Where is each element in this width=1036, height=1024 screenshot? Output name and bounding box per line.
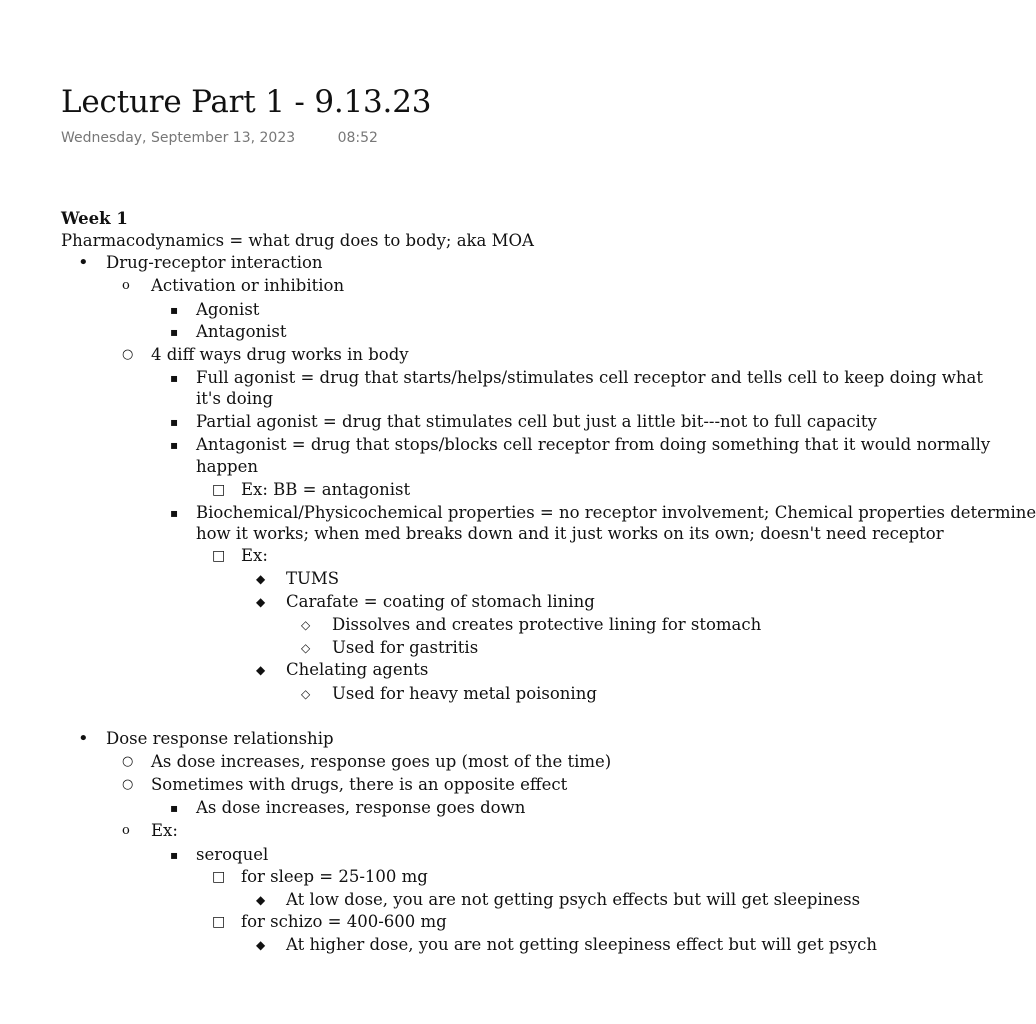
square-bullet-icon: ▪ xyxy=(170,438,179,452)
dot-bullet-icon: • xyxy=(78,728,89,749)
square-bullet-icon: ▪ xyxy=(170,506,179,520)
note-line: Ex: xyxy=(241,546,268,565)
hollow-diamond-bullet-icon: ◇ xyxy=(301,618,311,632)
note-line: Dose response relationship xyxy=(106,729,334,748)
note-line: happen xyxy=(196,457,258,476)
page-time: 08:52 xyxy=(337,130,378,146)
note-line: for schizo = 400-600 mg xyxy=(241,912,447,931)
section-heading: Week 1 xyxy=(61,209,128,228)
note-line: Sometimes with drugs, there is an opposite effect xyxy=(151,775,568,794)
diamond-bullet-icon: ◆ xyxy=(256,663,266,677)
note-line: for sleep = 25-100 mg xyxy=(241,867,428,886)
note-line: it's doing xyxy=(196,389,274,408)
note-line: Antagonist xyxy=(196,322,287,341)
square-bullet-icon: ▪ xyxy=(170,848,179,862)
note-line: 4 diff ways drug works in body xyxy=(151,345,409,364)
diamond-bullet-icon: ◆ xyxy=(256,595,266,609)
hollow-square-bullet-icon: □ xyxy=(212,482,226,498)
square-bullet-icon: ▪ xyxy=(170,801,179,815)
note-line: Biochemical/Physicochemical properties = no receptor involvement; Chemical properties determine xyxy=(196,503,1036,522)
note-line: Drug-receptor interaction xyxy=(106,253,323,272)
diamond-bullet-icon: ◆ xyxy=(256,893,266,907)
hollow-diamond-bullet-icon: ◇ xyxy=(301,641,311,655)
note-line: how it works; when med breaks down and it just works on its own; doesn't need receptor xyxy=(196,524,944,543)
page-title: Lecture Part 1 - 9.13.23 xyxy=(61,84,432,120)
note-line: Pharmacodynamics = what drug does to body; aka MOA xyxy=(61,231,534,250)
note-line: As dose increases, response goes down xyxy=(196,798,526,817)
square-bullet-icon: ▪ xyxy=(170,303,179,317)
note-line: Activation or inhibition xyxy=(151,276,345,295)
square-bullet-icon: ▪ xyxy=(170,325,179,339)
note-line: TUMS xyxy=(286,569,340,588)
hollow-square-bullet-icon: □ xyxy=(212,869,226,885)
note-line: At low dose, you are not getting psych effects but will get sleepiness xyxy=(286,890,861,909)
note-line: Partial agonist = drug that stimulates cell but just a little bit---not to full capacity xyxy=(196,412,877,431)
note-line: Used for gastritis xyxy=(332,638,479,657)
note-line: As dose increases, response goes up (most of the time) xyxy=(151,752,612,771)
note-line: Ex: BB = antagonist xyxy=(241,480,411,499)
circle-bullet-icon: ○ xyxy=(122,754,134,769)
note-line: Agonist xyxy=(196,300,260,319)
dot-bullet-icon: • xyxy=(78,252,89,273)
hollow-diamond-bullet-icon: ◇ xyxy=(301,687,311,701)
square-bullet-icon: ▪ xyxy=(170,371,179,385)
hollow-square-bullet-icon: □ xyxy=(212,914,226,930)
circle-bullet-icon: o xyxy=(122,278,130,293)
note-line: Used for heavy metal poisoning xyxy=(332,684,597,703)
note-line: Ex: xyxy=(151,821,178,840)
page-date: Wednesday, September 13, 2023 xyxy=(61,130,296,146)
circle-bullet-icon: ○ xyxy=(122,347,134,362)
circle-bullet-icon: o xyxy=(122,823,130,838)
note-line: Dissolves and creates protective lining for stomach xyxy=(332,615,762,634)
hollow-square-bullet-icon: □ xyxy=(212,548,226,564)
note-line: Full agonist = drug that starts/helps/stimulates cell receptor and tells cell to keep doing what xyxy=(196,368,984,387)
note-line: Carafate = coating of stomach lining xyxy=(286,592,595,611)
diamond-bullet-icon: ◆ xyxy=(256,938,266,952)
note-line: seroquel xyxy=(196,845,269,864)
circle-bullet-icon: ○ xyxy=(122,777,134,792)
diamond-bullet-icon: ◆ xyxy=(256,572,266,586)
note-line: Chelating agents xyxy=(286,660,429,679)
square-bullet-icon: ▪ xyxy=(170,415,179,429)
note-line: Antagonist = drug that stops/blocks cell receptor from doing something that it would normally xyxy=(196,435,991,454)
note-line: At higher dose, you are not getting sleepiness effect but will get psych xyxy=(286,935,878,954)
page-meta xyxy=(61,130,378,146)
